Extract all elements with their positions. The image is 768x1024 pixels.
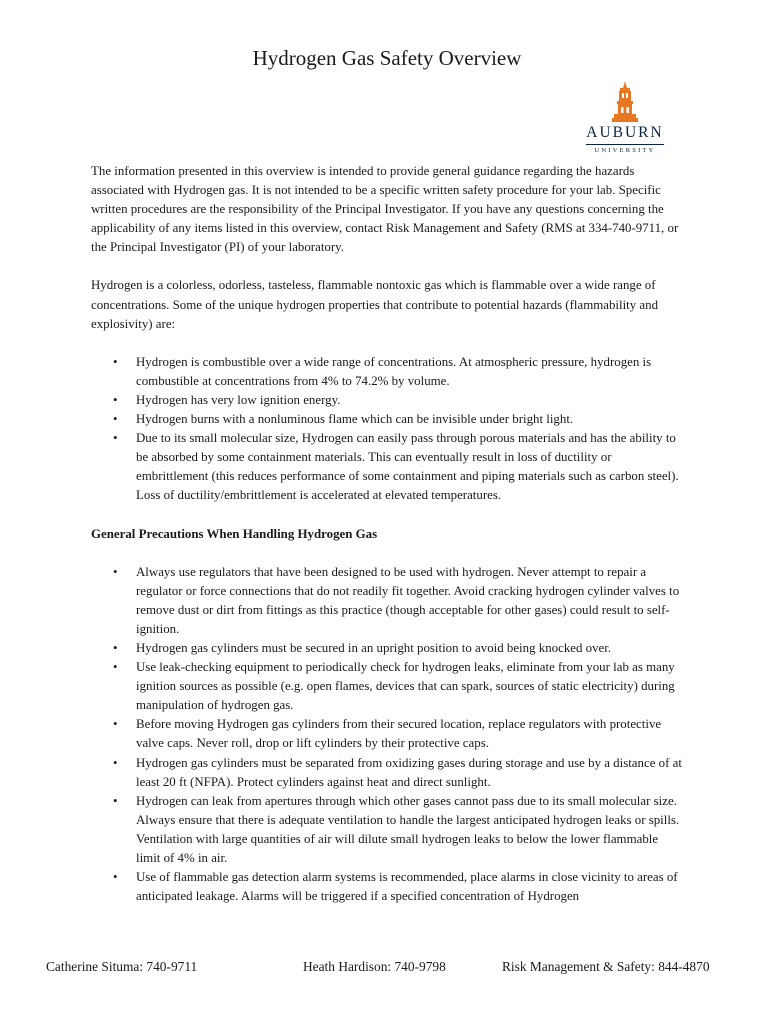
list-item: • Hydrogen can leak from apertures through which other gases cannot pass due to its small molecular size. Always ensure that there is adequate ventilation to handle the largest anticipated hydrogen leaks or spills. Ventilation with large quantities of air will dilute small hydrogen leaks to below the lower flammable limit of 4% in air. (113, 793, 680, 865)
list-item: • Before moving Hydrogen gas cylinders from their secured location, replace regulators with protective valve caps. Never roll, drop or lift cylinders by their protective caps. (113, 717, 662, 751)
auburn-university-logo (582, 82, 668, 160)
bullet-icon: • (113, 640, 118, 655)
list-item: • Hydrogen is combustible over a wide range of concentrations. At atmospheric pressure, hydrogen is combustible at concentrations from 4% to 74.2% by volume. (113, 354, 652, 388)
bullet-icon: • (113, 870, 118, 885)
document-body (91, 162, 685, 906)
precautions-heading: General Precautions When Handling Hydrogen Gas (91, 526, 378, 541)
bullet-icon: • (113, 717, 118, 732)
bullet-icon: • (113, 564, 118, 579)
bullet-icon: • (113, 660, 118, 675)
bullet-icon: • (113, 755, 118, 770)
list-item: • Hydrogen burns with a nonluminous flame which can be invisible under bright light. (91, 410, 685, 429)
logo-divider (586, 144, 664, 145)
list-item: • Hydrogen has very low ignition energy. (91, 391, 685, 410)
bullet-icon: • (113, 392, 118, 407)
properties-list (91, 353, 685, 506)
list-item: • Due to its small molecular size, Hydrogen can easily pass through porous materials and has the ability to be absorbed by some containment materials. This can eventually result in loss of ductility or embrittlement (this reduces performance of some containment and piping materials such as carbon steel). Loss of ductility/embrittlement is accelerated at elevated temperatures. (113, 431, 679, 503)
logo-wordmark: AUBURN (586, 124, 664, 141)
list-item: • Use of flammable gas detection alarm systems is recommended, place alarms in close vicinity to areas of anticipated leakage. Alarms will be triggered if a specified concentration of Hydrogen (113, 870, 678, 904)
footer-contact-rms: Risk Management & Safety: 844-4870 (502, 959, 710, 974)
list-item: • Hydrogen gas cylinders must be separated from oxidizing gases during storage and use by a distance of at least 20 ft (NFPA). Protect cylinders against heat and direct sunlight. (113, 755, 682, 789)
list-item: • Hydrogen gas cylinders must be secured in an upright position to avoid being knocked over. (91, 639, 685, 658)
footer-contact-situma: Catherine Situma: 740-9711 (46, 959, 198, 974)
bullet-icon: • (113, 354, 118, 369)
list-item: • Use leak-checking equipment to periodically check for hydrogen leaks, eliminate from your lab as many ignition sources as possible (e.g. open flames, devices that can spark, sources of static electricity) during manipulation of hydrogen gas. (113, 660, 675, 713)
logo-subtitle: UNIVERSITY (594, 147, 656, 154)
bullet-icon: • (113, 793, 118, 808)
precautions-list (91, 563, 685, 907)
page-title: Hydrogen Gas Safety Overview (252, 46, 522, 70)
list-item: • Always use regulators that have been designed to be used with hydrogen. Never attempt to repair a regulator or force connections that do not readily fit together. Avoid cracking hydrogen cylinder valves to remove dust or dirt from fittings as this practice (though acceptable for other gases) could result to self-ignition. (113, 564, 680, 636)
properties-intro-paragraph: Hydrogen is a colorless, odorless, tasteless, flammable nontoxic gas which is flammable over a wide range of concentrations. Some of the unique hydrogen properties that contribute to potential hazards (flammability and explosivity) are: (91, 278, 659, 331)
footer-contact-hardison: Heath Hardison: 740-9798 (303, 959, 446, 974)
intro-paragraph: The information presented in this overview is intended to provide general guidance regarding the hazards associated with Hydrogen gas. It is not intended to be a specific written safety procedure for your lab. Specific written procedures are the responsibility of the Principal Investigator. If you have any questions concerning the applicability of any items listed in this overview, contact Risk Management and Safety (RMS at 334-740-9711, or the Principal Investigator (PI) of your laboratory. (91, 164, 679, 255)
bullet-icon: • (113, 431, 118, 446)
footer-contacts (0, 959, 768, 979)
samford-tower-icon (608, 82, 642, 126)
bullet-icon: • (113, 412, 118, 427)
